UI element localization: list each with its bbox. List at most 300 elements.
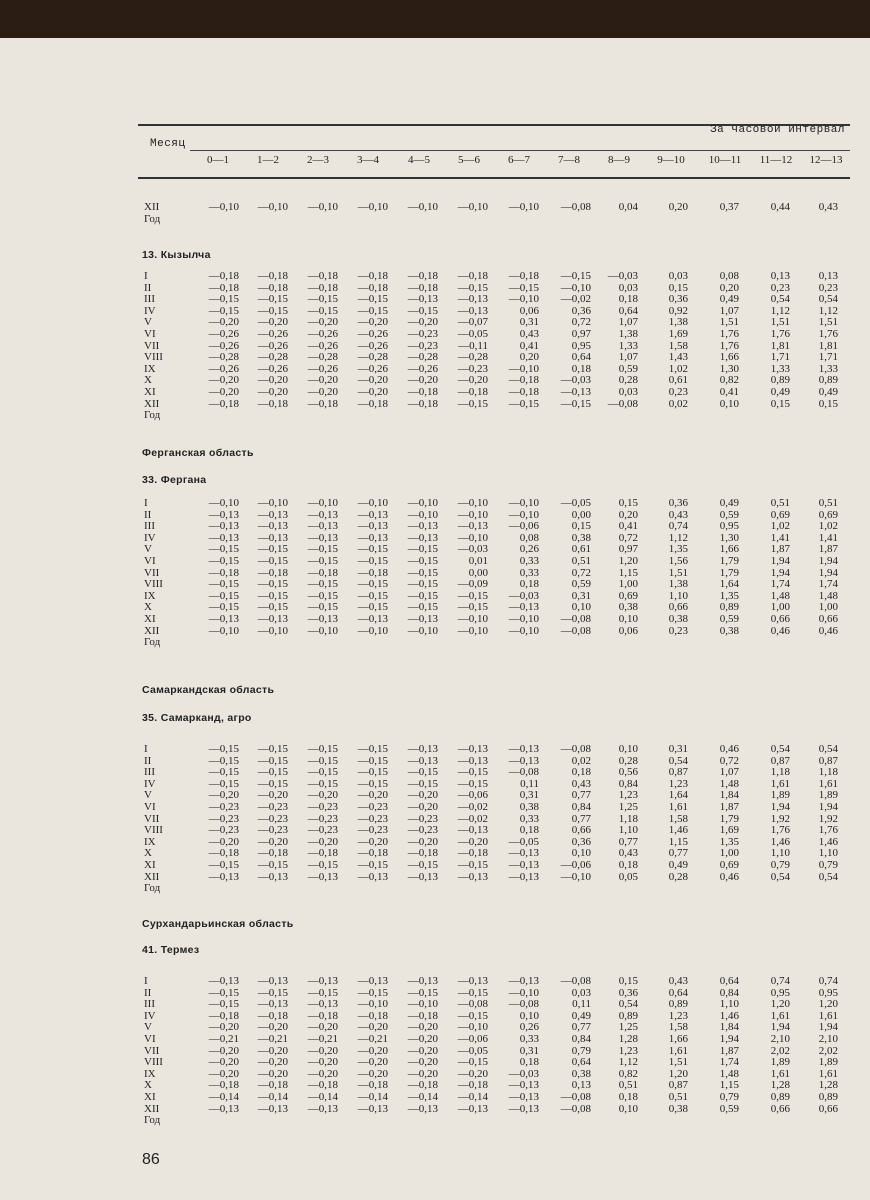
value-cell: 1,38 — [668, 316, 688, 329]
value-cell: 0,54 — [770, 743, 790, 755]
value-cell: 0,15 — [618, 497, 638, 509]
value-cell: —0,18 — [307, 397, 338, 410]
value-cell: —0,20 — [357, 1021, 388, 1034]
value-cell: —0,10 — [457, 1021, 488, 1034]
value-cell: 0,77 — [571, 789, 591, 802]
value-cell: 1,94 — [770, 1021, 790, 1034]
value-cell: 0,20 — [719, 281, 739, 294]
value-cell: 1,89 — [818, 789, 838, 802]
value-cell: 1,15 — [668, 835, 688, 848]
value-cell: 1,61 — [770, 1009, 790, 1022]
value-cell: —0,13 — [208, 1102, 239, 1115]
value-cell: 0,15 — [818, 397, 838, 410]
value-cell: 1,41 — [818, 531, 838, 544]
station-title: 41. Термез — [142, 944, 200, 956]
station-section-fergana — [142, 474, 862, 649]
value-cell: —0,20 — [257, 835, 288, 848]
value-cell: —0,05 — [457, 1044, 488, 1057]
value-cell: 0,54 — [818, 870, 838, 883]
value-cell: —0,10 — [307, 624, 338, 637]
value-cell: 1,76 — [719, 339, 739, 352]
value-cell: —0,13 — [257, 1102, 288, 1115]
value-cell: —0,20 — [357, 1067, 388, 1080]
value-cell: 0,87 — [668, 1079, 688, 1092]
value-cell: —0,18 — [208, 566, 239, 579]
value-cell: 0,66 — [818, 1102, 838, 1115]
value-cell: —0,10 — [407, 998, 438, 1011]
value-cell: 0,02 — [668, 397, 688, 410]
value-cell: 0,02 — [571, 754, 591, 767]
table-row — [142, 387, 862, 399]
value-cell: 0,18 — [519, 824, 539, 837]
value-cell: —0,15 — [457, 397, 488, 410]
value-cell: —0,18 — [508, 374, 539, 387]
value-cell: —0,13 — [508, 754, 539, 767]
month-label: VIII — [144, 824, 163, 837]
month-label: Год — [144, 212, 161, 225]
value-cell: —0,15 — [257, 986, 288, 999]
month-label: XI — [144, 385, 156, 398]
table-row — [142, 352, 862, 364]
value-cell: —0,18 — [307, 1079, 338, 1092]
value-cell: —0,18 — [307, 281, 338, 294]
value-cell: —0,13 — [357, 520, 388, 533]
value-cell: 1,23 — [668, 1009, 688, 1022]
value-cell: —0,23 — [407, 812, 438, 825]
value-cell: 0,72 — [719, 754, 739, 767]
table-row — [142, 1069, 862, 1081]
value-cell: 0,72 — [618, 531, 638, 544]
value-cell: 1,89 — [818, 1056, 838, 1069]
value-cell: —0,20 — [357, 835, 388, 848]
value-cell: 0,72 — [571, 566, 591, 579]
value-cell: 1,51 — [668, 566, 688, 579]
value-cell: —0,15 — [307, 754, 338, 767]
month-label: XII — [144, 624, 160, 637]
value-cell: 1,76 — [770, 327, 790, 340]
month-label: V — [144, 543, 152, 556]
value-cell: —0,20 — [407, 1044, 438, 1057]
value-cell: 1,33 — [818, 362, 838, 375]
month-label: XII — [144, 870, 160, 883]
value-cell: 0,31 — [571, 589, 591, 602]
value-cell: 1,66 — [719, 351, 739, 364]
value-cell: —0,08 — [607, 397, 638, 410]
value-cell: —0,13 — [357, 975, 388, 987]
value-cell: —0,20 — [208, 1021, 239, 1034]
value-cell: —0,13 — [307, 612, 338, 625]
value-cell: —0,26 — [257, 339, 288, 352]
value-cell: —0,18 — [457, 1079, 488, 1092]
value-cell: —0,05 — [560, 497, 591, 509]
value-cell: 1,30 — [719, 531, 739, 544]
value-cell: 0,61 — [668, 374, 688, 387]
value-cell: 1,15 — [719, 1079, 739, 1092]
value-cell: —0,13 — [357, 1102, 388, 1115]
value-cell: —0,10 — [560, 870, 591, 883]
month-label: XI — [144, 1090, 156, 1103]
value-cell: 0,49 — [571, 1009, 591, 1022]
value-cell: —0,03 — [457, 543, 488, 556]
value-cell: 0,33 — [519, 554, 539, 567]
value-cell: 1,07 — [719, 766, 739, 779]
value-cell: —0,15 — [307, 858, 338, 871]
value-cell: 1,66 — [719, 543, 739, 556]
month-label: Год — [144, 882, 161, 895]
value-cell: —0,20 — [307, 1044, 338, 1057]
value-cell: 0,18 — [618, 293, 638, 306]
table-row — [142, 814, 862, 826]
value-cell: —0,20 — [407, 835, 438, 848]
value-cell: —0,20 — [257, 789, 288, 802]
value-cell: —0,10 — [457, 531, 488, 544]
value-cell: 1,94 — [818, 566, 838, 579]
table-row — [142, 976, 862, 988]
value-cell: 0,33 — [519, 1032, 539, 1045]
value-cell: 0,13 — [770, 270, 790, 282]
value-cell: 0,49 — [719, 497, 739, 509]
table-row — [142, 1104, 862, 1116]
value-cell: —0,13 — [208, 975, 239, 987]
value-cell: —0,15 — [307, 304, 338, 317]
value-cell: —0,18 — [257, 1009, 288, 1022]
value-cell: 0,51 — [770, 497, 790, 509]
month-label: IX — [144, 362, 156, 375]
value-cell: 0,51 — [618, 1079, 638, 1092]
value-cell: 0,95 — [571, 339, 591, 352]
station-title: 35. Самарканд, агро — [142, 712, 252, 724]
value-cell: 0,41 — [519, 339, 539, 352]
value-cell: 0,49 — [668, 858, 688, 871]
value-cell: 0,74 — [668, 520, 688, 533]
value-cell: —0,15 — [357, 986, 388, 999]
value-cell: —0,13 — [307, 975, 338, 987]
value-cell: 0,54 — [770, 293, 790, 306]
month-label: IV — [144, 304, 156, 317]
value-cell: 0,33 — [519, 812, 539, 825]
month-label: Год — [144, 636, 161, 649]
value-cell: 0,79 — [770, 858, 790, 871]
value-cell: —0,15 — [357, 766, 388, 779]
value-cell: 0,54 — [770, 870, 790, 883]
header-bottom-rule — [138, 177, 850, 179]
value-cell: —0,13 — [407, 743, 438, 755]
value-cell: —0,13 — [457, 304, 488, 317]
value-cell: 1,61 — [770, 777, 790, 790]
value-cell: —0,13 — [208, 508, 239, 521]
value-cell: 1,92 — [770, 812, 790, 825]
value-cell: —0,20 — [357, 385, 388, 398]
value-cell: 1,02 — [770, 520, 790, 533]
value-cell: —0,18 — [257, 281, 288, 294]
value-cell: 0,18 — [571, 766, 591, 779]
value-cell: —0,26 — [307, 339, 338, 352]
table-row — [142, 767, 862, 779]
value-cell: —0,13 — [508, 1079, 539, 1092]
value-cell: —0,10 — [457, 612, 488, 625]
table-row — [142, 399, 862, 411]
value-cell: 0,64 — [668, 986, 688, 999]
value-cell: —0,26 — [357, 327, 388, 340]
value-cell: 1,28 — [770, 1079, 790, 1092]
value-cell: —0,15 — [357, 589, 388, 602]
value-cell: 1,61 — [818, 777, 838, 790]
table-row — [142, 637, 862, 649]
value-cell: —0,23 — [208, 824, 239, 837]
value-cell: —0,15 — [407, 777, 438, 790]
value-cell: —0,18 — [407, 385, 438, 398]
value-cell: 1,12 — [618, 1056, 638, 1069]
continued-table-block — [142, 202, 862, 225]
value-cell: —0,20 — [457, 374, 488, 387]
value-cell: —0,10 — [257, 497, 288, 509]
month-label: IX — [144, 835, 156, 848]
value-cell: —0,10 — [407, 201, 438, 213]
value-cell: 1,48 — [719, 1067, 739, 1080]
value-cell: —0,18 — [407, 397, 438, 410]
value-cell: 1,69 — [719, 824, 739, 837]
value-cell: —0,06 — [508, 520, 539, 533]
value-cell: 1,61 — [668, 800, 688, 813]
value-cell: —0,21 — [208, 1032, 239, 1045]
value-cell: —0,15 — [407, 566, 438, 579]
table-row — [142, 329, 862, 341]
value-cell: —0,07 — [457, 316, 488, 329]
value-cell: —0,10 — [508, 508, 539, 521]
value-cell: 0,54 — [668, 754, 688, 767]
value-cell: —0,13 — [508, 870, 539, 883]
value-cell: —0,14 — [407, 1090, 438, 1103]
value-cell: 0,38 — [571, 531, 591, 544]
value-cell: 1,84 — [719, 1021, 739, 1034]
value-cell: 1,74 — [770, 578, 790, 591]
value-cell: —0,23 — [257, 812, 288, 825]
value-cell: —0,15 — [457, 777, 488, 790]
value-cell: —0,15 — [357, 554, 388, 567]
value-cell: —0,20 — [208, 1067, 239, 1080]
value-cell: —0,15 — [208, 766, 239, 779]
value-cell: —0,13 — [407, 1102, 438, 1115]
value-cell: —0,18 — [357, 397, 388, 410]
value-cell: —0,23 — [208, 800, 239, 813]
value-cell: —0,15 — [257, 578, 288, 591]
table-row — [142, 988, 862, 1000]
value-cell: 1,00 — [770, 601, 790, 614]
value-cell: —0,18 — [257, 397, 288, 410]
value-cell: 0,59 — [571, 578, 591, 591]
value-cell: 1,87 — [719, 800, 739, 813]
value-cell: 1,28 — [618, 1032, 638, 1045]
value-cell: —0,13 — [457, 870, 488, 883]
value-cell: 0,38 — [519, 800, 539, 813]
month-label: VIII — [144, 578, 163, 591]
value-cell: —0,20 — [307, 835, 338, 848]
interval-column-header: 6—7 — [508, 154, 530, 166]
value-cell: 0,59 — [719, 612, 739, 625]
value-cell: 0,59 — [719, 1102, 739, 1115]
value-cell: 0,18 — [519, 1056, 539, 1069]
month-label: III — [144, 998, 155, 1011]
value-cell: —0,10 — [208, 201, 239, 213]
value-cell: 1,84 — [719, 789, 739, 802]
value-cell: —0,13 — [307, 1102, 338, 1115]
value-cell: —0,15 — [208, 578, 239, 591]
value-cell: —0,18 — [457, 847, 488, 860]
value-cell: 1,64 — [668, 789, 688, 802]
value-cell: —0,23 — [357, 824, 388, 837]
table-row — [142, 271, 862, 283]
value-cell: —0,13 — [257, 612, 288, 625]
value-cell: —0,08 — [508, 998, 539, 1011]
value-cell: —0,14 — [307, 1090, 338, 1103]
value-cell: —0,15 — [457, 986, 488, 999]
value-cell: 0,77 — [618, 835, 638, 848]
value-cell: 0,10 — [618, 743, 638, 755]
value-cell: —0,18 — [508, 270, 539, 282]
value-cell: —0,02 — [457, 812, 488, 825]
value-cell: —0,15 — [257, 743, 288, 755]
value-cell: —0,15 — [257, 601, 288, 614]
value-cell: —0,15 — [407, 601, 438, 614]
value-cell: 0,03 — [618, 281, 638, 294]
value-cell: —0,15 — [208, 754, 239, 767]
value-cell: 0,54 — [818, 743, 838, 755]
table-row — [142, 848, 862, 860]
value-cell: 0,06 — [519, 304, 539, 317]
value-cell: 0,26 — [519, 543, 539, 556]
value-cell: 0,31 — [519, 1044, 539, 1057]
value-cell: —0,13 — [307, 531, 338, 544]
value-cell: —0,10 — [457, 201, 488, 213]
value-cell: 0,03 — [618, 385, 638, 398]
value-cell: 0,37 — [719, 201, 739, 213]
value-cell: 0,82 — [618, 1067, 638, 1080]
table-row — [142, 533, 862, 545]
value-cell: 0,77 — [668, 847, 688, 860]
value-cell: —0,15 — [508, 281, 539, 294]
value-cell: 1,25 — [618, 1021, 638, 1034]
month-label: I — [144, 497, 148, 509]
value-cell: 0,23 — [770, 281, 790, 294]
value-cell: 1,25 — [618, 800, 638, 813]
value-cell: 0,72 — [571, 316, 591, 329]
value-cell: —0,13 — [307, 870, 338, 883]
month-label: XII — [144, 201, 160, 213]
value-cell: —0,20 — [257, 374, 288, 387]
value-cell: —0,20 — [208, 835, 239, 848]
value-cell: 1,00 — [818, 601, 838, 614]
value-cell: —0,20 — [257, 316, 288, 329]
value-cell: —0,20 — [307, 374, 338, 387]
value-cell: —0,20 — [257, 1044, 288, 1057]
value-cell: 0,51 — [668, 1090, 688, 1103]
month-label: VII — [144, 1044, 160, 1057]
value-cell: —0,10 — [357, 497, 388, 509]
table-row — [142, 779, 862, 791]
month-label: X — [144, 1079, 152, 1092]
month-label: IV — [144, 777, 156, 790]
value-cell: —0,15 — [357, 543, 388, 556]
month-label: III — [144, 520, 155, 533]
value-cell: 1,56 — [668, 554, 688, 567]
table-row — [142, 317, 862, 329]
value-cell: 1,38 — [668, 578, 688, 591]
interval-heading: За часовой интервал — [710, 124, 845, 136]
value-cell: —0,10 — [508, 497, 539, 509]
value-cell: —0,15 — [257, 304, 288, 317]
value-cell: —0,15 — [257, 293, 288, 306]
value-cell: —0,10 — [508, 624, 539, 637]
value-cell: —0,15 — [457, 1056, 488, 1069]
value-cell: —0,20 — [407, 316, 438, 329]
value-cell: 0,49 — [818, 385, 838, 398]
value-cell: —0,18 — [307, 847, 338, 860]
table-row — [142, 556, 862, 568]
value-cell: 1,10 — [719, 998, 739, 1011]
table-row — [142, 1115, 862, 1127]
region-heading: Сурхандарьинская область — [142, 918, 294, 930]
value-cell: —0,26 — [407, 362, 438, 375]
value-cell: —0,20 — [457, 1067, 488, 1080]
value-cell: 1,18 — [770, 766, 790, 779]
value-cell: —0,14 — [357, 1090, 388, 1103]
value-cell: 1,81 — [818, 339, 838, 352]
station-section-termez — [142, 944, 862, 1127]
value-cell: —0,18 — [357, 270, 388, 282]
value-cell: 0,97 — [571, 327, 591, 340]
value-cell: 1,02 — [668, 362, 688, 375]
value-cell: —0,10 — [307, 497, 338, 509]
value-cell: —0,20 — [208, 385, 239, 398]
value-cell: —0,13 — [508, 847, 539, 860]
value-cell: 0,95 — [818, 986, 838, 999]
value-cell: —0,28 — [457, 351, 488, 364]
value-cell: 0,64 — [571, 1056, 591, 1069]
table-row — [142, 872, 862, 884]
value-cell: —0,23 — [407, 327, 438, 340]
value-cell: 1,07 — [618, 316, 638, 329]
value-cell: 1,23 — [618, 789, 638, 802]
month-label: VI — [144, 327, 156, 340]
station-table — [142, 498, 862, 649]
value-cell: —0,15 — [357, 601, 388, 614]
dark-background-strip — [0, 0, 870, 38]
value-cell: —0,15 — [357, 293, 388, 306]
value-cell: —0,08 — [560, 612, 591, 625]
value-cell: —0,15 — [257, 589, 288, 602]
value-cell: 0,31 — [668, 743, 688, 755]
value-cell: 0,08 — [519, 531, 539, 544]
value-cell: 0,43 — [668, 508, 688, 521]
value-cell: —0,13 — [457, 1102, 488, 1115]
value-cell: —0,10 — [257, 624, 288, 637]
value-cell: —0,20 — [208, 789, 239, 802]
value-cell: —0,13 — [307, 998, 338, 1011]
value-cell: —0,15 — [208, 543, 239, 556]
value-cell: 1,07 — [719, 304, 739, 317]
value-cell: —0,15 — [407, 304, 438, 317]
value-cell: 1,64 — [719, 578, 739, 591]
value-cell: 1,20 — [618, 554, 638, 567]
value-cell: 0,79 — [571, 1044, 591, 1057]
value-cell: 1,20 — [770, 998, 790, 1011]
interval-column-header: 5—6 — [458, 154, 480, 166]
value-cell: —0,13 — [257, 520, 288, 533]
page-number: 86 — [142, 1151, 160, 1168]
value-cell: 0,43 — [571, 777, 591, 790]
value-cell: 1,94 — [770, 800, 790, 813]
value-cell: —0,18 — [457, 270, 488, 282]
